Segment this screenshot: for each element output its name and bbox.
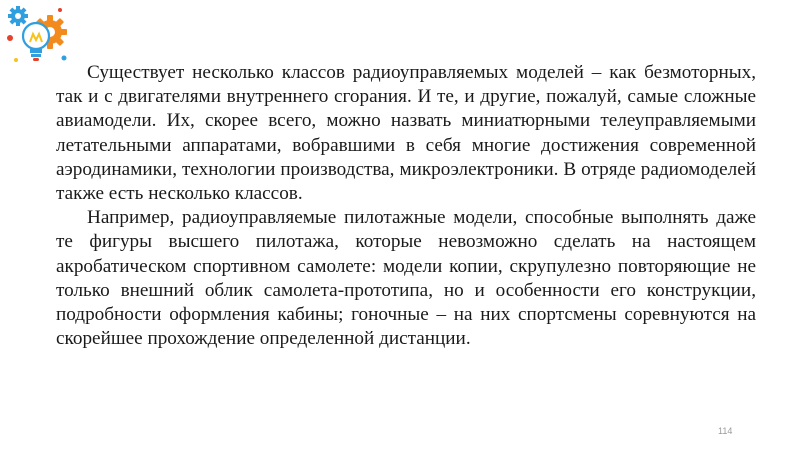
body-text [56, 61, 756, 351]
paragraph-2: Например, радиоуправляемые пилотажные модели, способные выполнять даже те фигуры высшего пилотажа, которые невозможно сделать на настоящем акробатическом спортивном самолете: модели копии, скрупулезно повторяющие не только внешний облик самолета-прототипа, но и особенности его конструкции, подробности оформления кабины; гоночные – на них спортсмены соревнуются на скорейшее прохождение определенной дистанции. [56, 207, 756, 350]
page-number: 114 [718, 426, 733, 436]
paragraph-1: Существует несколько классов радиоуправляемых моделей – как безмоторных, так и с двигателями внутреннего сгорания. И те, и другие, пожалуй, самые сложные авиамодели. Их, скорее всего, можно назвать миниатюрными телеуправляемыми летательными аппаратами, вобравшими в себя многие достижения современной аэродинамики, технологии производства, микроэлектроники. В отряде радиомоделей также есть несколько классов. [56, 62, 756, 205]
